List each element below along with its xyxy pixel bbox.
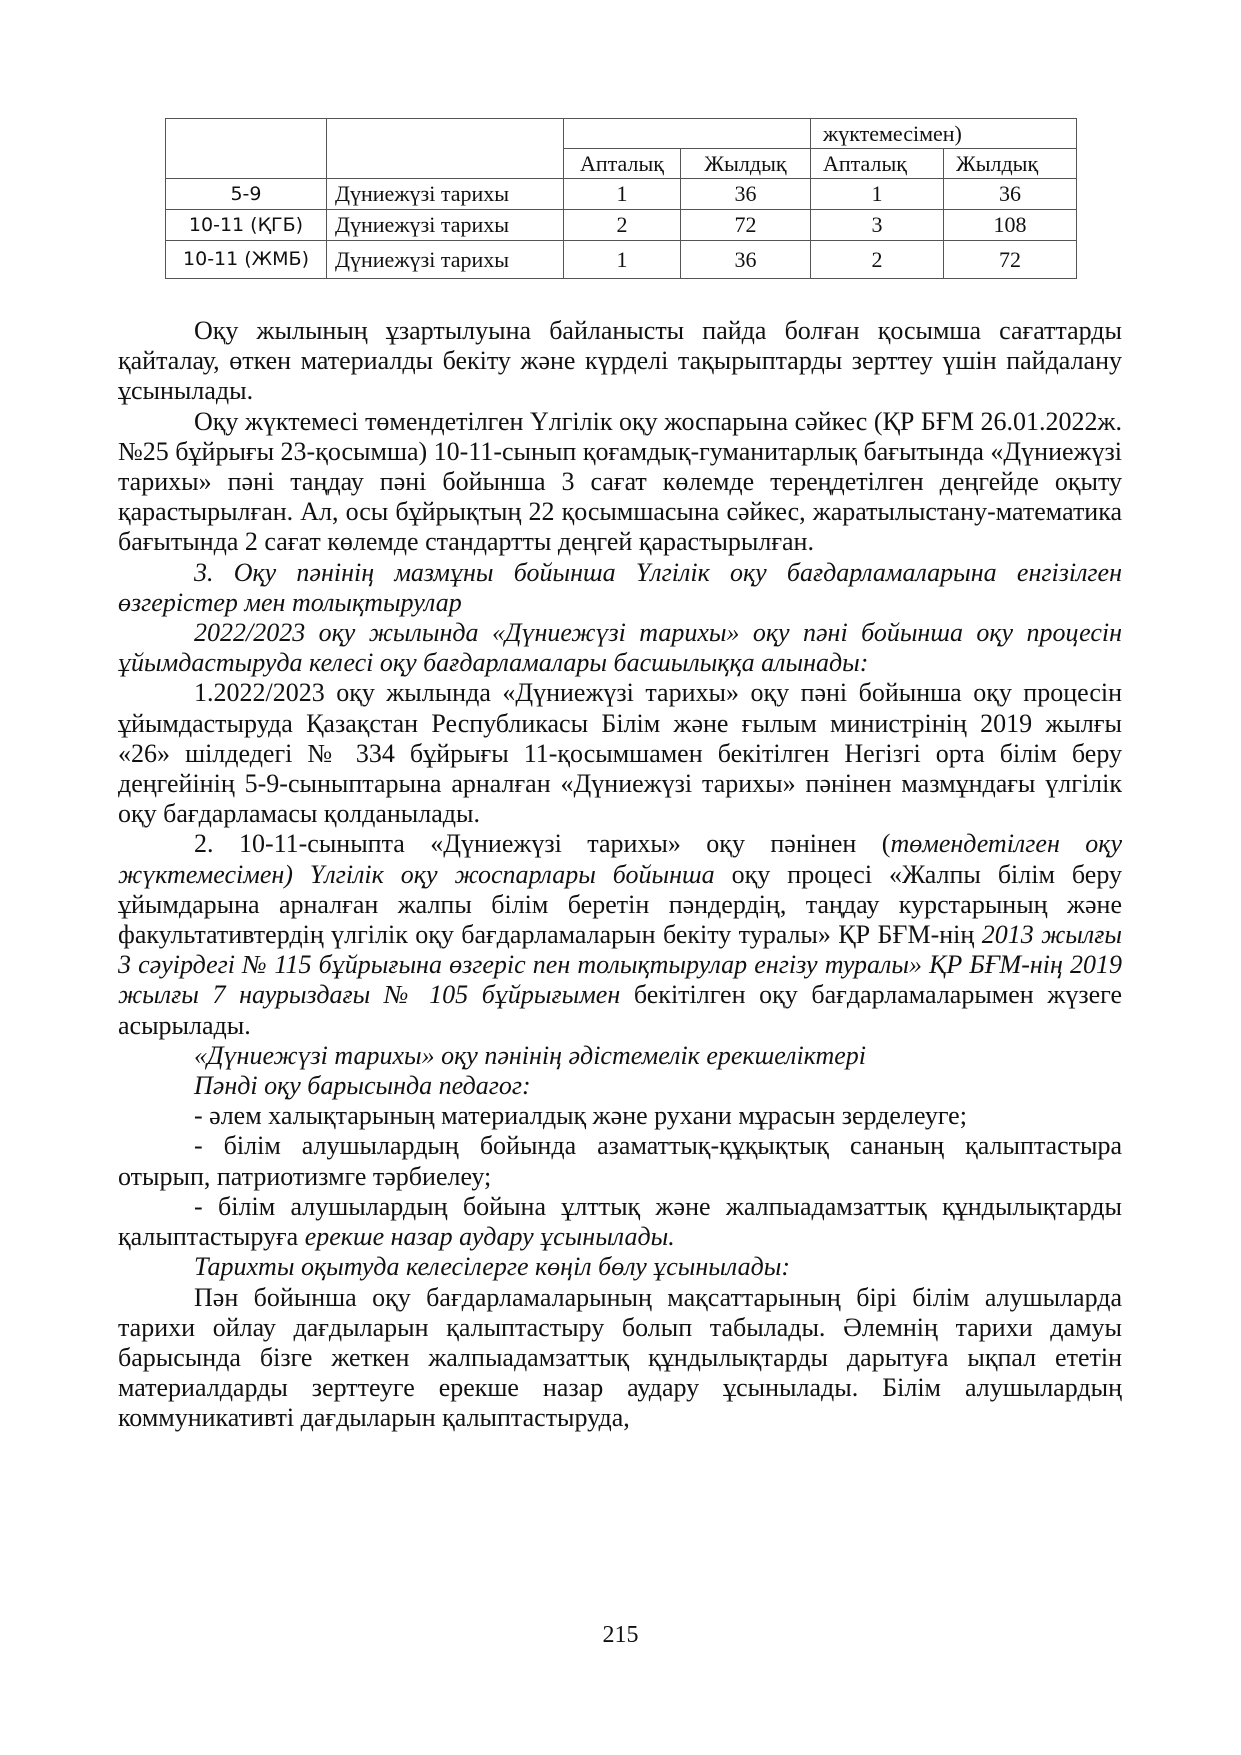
subheading: Тарихты оқытуда келесілерге көңіл бөлу ұсынылады: xyxy=(194,1252,790,1282)
subheader-weekly: Апталық xyxy=(564,149,681,179)
subheading: Пәнді оқу барысында педагог: xyxy=(194,1071,531,1101)
weekly-cell: 3 xyxy=(811,210,944,241)
list-item: - білім алушылардың бойында азаматтық-құқықтық сананың қалыптастыра отырып, патриотизмге тәрбиелеу; xyxy=(118,1131,1122,1191)
subheader-yearly: Жылдық xyxy=(944,149,1077,179)
list-item xyxy=(118,1192,1122,1252)
page-number: 215 xyxy=(602,1622,639,1648)
table-header-row xyxy=(166,119,1077,149)
yearly-cell: 36 xyxy=(681,241,811,279)
yearly-cell: 36 xyxy=(944,179,1077,210)
header-cell-group1 xyxy=(564,119,811,149)
table-row xyxy=(166,210,1077,241)
yearly-cell: 72 xyxy=(944,241,1077,279)
yearly-cell: 36 xyxy=(681,179,811,210)
subheader-yearly: Жылдық xyxy=(681,149,811,179)
text-run-italic: ерекше назар аудару ұсынылады. xyxy=(304,1222,675,1252)
header-cell-subject xyxy=(327,119,564,179)
text-run: - білім алушылардың бойына ұлттық және жалпыадамзаттық құндылықтарды қалыптастыруға xyxy=(118,1191,1122,1252)
paragraph xyxy=(118,829,1122,1040)
weekly-cell: 1 xyxy=(564,179,681,210)
body-text xyxy=(118,316,1122,1434)
text-run: 2. 10-11-сыныпта «Дүниежүзі тарихы» оқу пәнінен ( xyxy=(194,829,891,859)
list-item: - әлем халықтарының материалдық және рухани мұрасын зерделеуге; xyxy=(194,1101,967,1131)
subject-cell: Дүниежүзі тарихы xyxy=(327,210,564,241)
weekly-cell: 1 xyxy=(811,179,944,210)
weekly-cell: 2 xyxy=(564,210,681,241)
text-run-italic: 2013 жылғы 3 сәуірдегі № 115 бұйрығына өзгеріс пен толықтырулар енгізу туралы» ҚР БҒМ-нің 2019 жылғы 7 наурыздағы № 105 бұйрығымен xyxy=(118,920,1122,1010)
paragraph: Оқу жылының ұзартылуына байланысты пайда болған қосымша сағаттарды қайталау, өткен материалды бекіту және күрделі тақырыптарды зерттеу үшін пайдалану ұсынылады. xyxy=(118,316,1122,406)
subheader-weekly: Апталық xyxy=(811,149,944,179)
text-run: бекітілген оқу бағдарламаларымен жүзеге асырылады. xyxy=(118,980,1122,1040)
table-row xyxy=(166,179,1077,210)
header-cell-grade xyxy=(166,119,327,179)
grade-cell: 10-11 (ҚГБ) xyxy=(166,210,327,241)
paragraph-intro: 2022/2023 оқу жылында «Дүниежүзі тарихы» оқу пәні бойынша оқу процесін ұйымдастыруда келесі оқу бағдарламалары басшылыққа алынады: xyxy=(118,618,1122,678)
hours-table xyxy=(165,118,1077,279)
section-heading: 3. Оқу пәнінің мазмұны бойынша Үлгілік оқу бағдарламаларына енгізілген өзгерістер мен толықтырулар xyxy=(118,557,1122,617)
subject-cell: Дүниежүзі тарихы xyxy=(327,241,564,279)
header-cell-group2: жүктемесімен) xyxy=(811,119,1077,149)
paragraph: Пән бойынша оқу бағдарламаларының мақсаттарының бірі білім алушыларда тарихи ойлау дағдыларын қалыптастыру болып табылады. Әлемнің тарихи дамуы барысында бізге жеткен жалпыадамзаттық құндылықтарды дарытуға ықпал ететін материалдарды зерттеуге ерекше назар аудару ұсынылады. Білім алушылардың коммуникативті дағдыларын қалыптастыруда, xyxy=(118,1282,1122,1433)
yearly-cell: 72 xyxy=(681,210,811,241)
weekly-cell: 2 xyxy=(811,241,944,279)
yearly-cell: 108 xyxy=(944,210,1077,241)
text-run: оқу процесі «Жалпы білім беру ұйымдарына арналған жалпы білім беретін пәндердің, таңдау курстарының және факультативтердің үлгілік оқу бағдарламаларын бекіту туралы» ҚР БҒМ-нің xyxy=(118,859,1122,950)
text-run-italic: төмендетілген оқу жүктемесімен) Үлгілік оқу жоспарлары бойынша xyxy=(118,829,1122,889)
subheading: «Дүниежүзі тарихы» оқу пәнінің әдістемелік ерекшеліктері xyxy=(194,1040,867,1070)
grade-cell: 10-11 (ЖМБ) xyxy=(166,241,327,279)
subject-cell: Дүниежүзі тарихы xyxy=(327,179,564,210)
weekly-cell: 1 xyxy=(564,241,681,279)
paragraph: 1.2022/2023 оқу жылында «Дүниежүзі тарихы» оқу пәні бойынша оқу процесін ұйымдастыруда Қазақстан Республикасы Білім және ғылым министрінің 2019 жылғы «26» шілдедегі № 334 бұйрығы 11-қосымшамен бекітілген Негізгі орта білім беру деңгейінің 5-9-сыныптарына арналған «Дүниежүзі тарихы» пәнінен мазмұндағы үлгілік оқу бағдарламасы қолданылады. xyxy=(118,678,1122,829)
paragraph: Оқу жүктемесі төмендетілген Үлгілік оқу жоспарына сәйкес (ҚР БҒМ 26.01.2022ж. №25 бұйрығы 23-қосымша) 10-11-сынып қоғамдық-гуманитарлық бағытында «Дүниежүзі тарихы» пәні таңдау пәні бойынша 3 сағат көлемде тереңдетілген деңгейде оқыту қарастырылған. Ал, осы бұйрықтың 22 қосымшасына сәйкес, жаратылыстану-математика бағытында 2 сағат көлемде стандартты деңгей қарастырылған. xyxy=(118,406,1122,557)
grade-cell: 5-9 xyxy=(166,179,327,210)
table-row xyxy=(166,241,1077,279)
